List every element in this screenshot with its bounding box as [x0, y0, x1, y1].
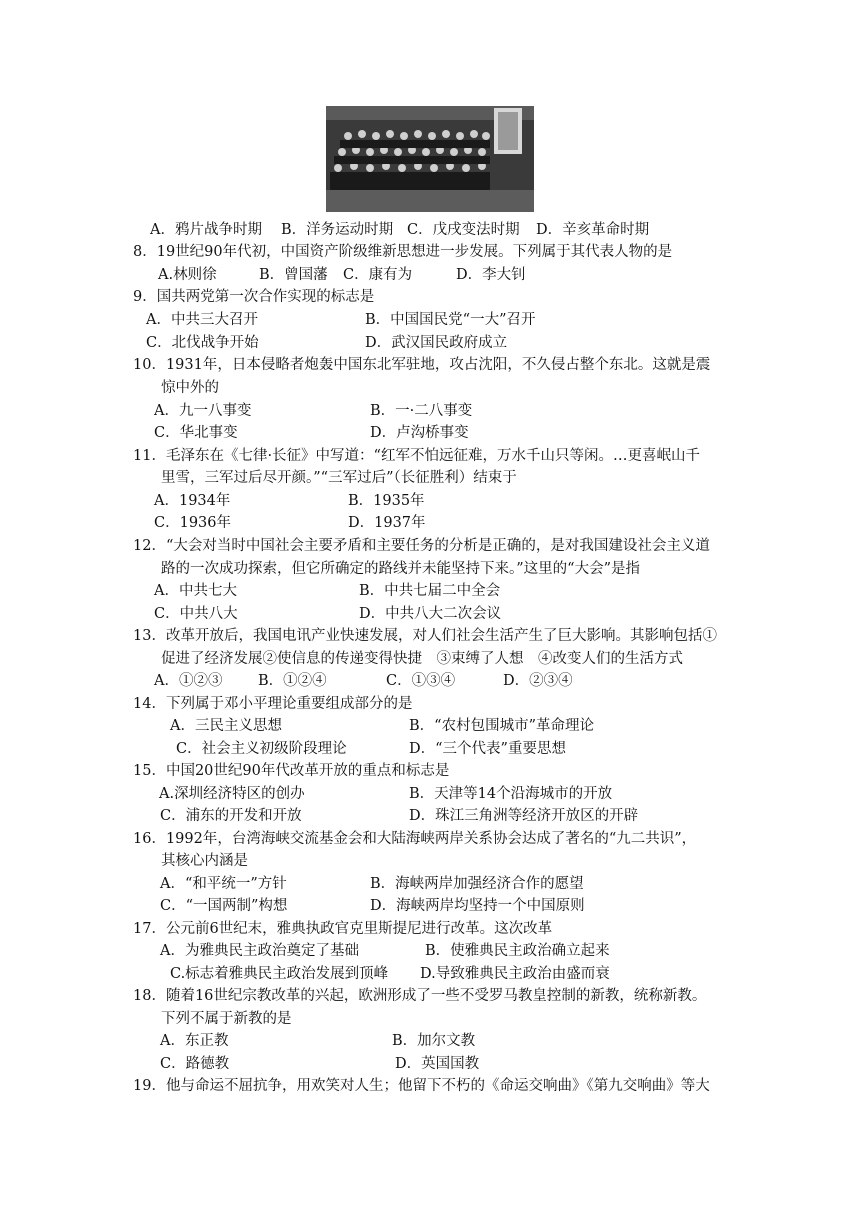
- q12-option-b: B．中共七届二中全会: [359, 583, 501, 599]
- q15-option-d: D．珠江三角洲等经济开放区的开辟: [409, 808, 639, 824]
- q18-stem-line2: 下列不属于新教的是: [161, 1011, 292, 1027]
- q11-stem-line1: 11．毛泽东在《七律·长征》中写道：“红军不怕远征难，万水千山只等闲。…更喜岷山千: [133, 448, 700, 464]
- q14-option-b: B．“农村包围城市”革命理论: [409, 718, 594, 734]
- q13-option-d: D．②③④: [503, 673, 573, 689]
- q13-option-a: A．①②③: [154, 673, 223, 689]
- q16-stem-line2: 其核心内涵是: [161, 853, 248, 869]
- q13-stem-line1: 13．改革开放后，我国电讯产业快速发展，对人们社会生活产生了巨大影响。其影响包括①: [133, 628, 717, 644]
- group-photo-image: [326, 106, 534, 212]
- q14-option-a: A．三民主义思想: [170, 718, 282, 734]
- q18-stem-line1: 18．随着16世纪宗教改革的兴起，欧洲形成了一些不受罗马教皇控制的新教，统称新教。: [133, 988, 707, 1004]
- q11-stem-line2: 里雪，三军过后尽开颜。”“三军过后”（长征胜利）结束于: [161, 470, 517, 486]
- q18-option-d: D．英国国教: [395, 1056, 480, 1072]
- q12-option-a: A．中共七大: [154, 583, 237, 599]
- q15-option-a: A.深圳经济特区的创办: [159, 786, 305, 802]
- q15-option-b: B．天津等14个沿海城市的开放: [409, 786, 613, 802]
- q18-option-b: B．加尔文教: [392, 1033, 476, 1049]
- q9-option-c: C．北伐战争开始: [146, 335, 259, 351]
- q16-option-b: B．海峡两岸加强经济合作的愿望: [370, 876, 584, 892]
- q17-option-a: A．为雅典民主政治奠定了基础: [160, 943, 359, 959]
- q8-stem: 8．19世纪90年代初，中国资产阶级维新思想进一步发展。下列属于其代表人物的是: [133, 244, 673, 260]
- q14-stem: 14．下列属于邓小平理论重要组成部分的是: [133, 696, 413, 712]
- q9-option-b: B．中国国民党“一大”召开: [365, 312, 536, 328]
- q11-option-a: A．1934年: [154, 493, 231, 509]
- q10-stem-line2: 惊中外的: [161, 380, 219, 396]
- q7-option-c: C．戊戌变法时期: [407, 222, 520, 238]
- q17-option-c: C.标志着雅典民主政治发展到顶峰: [170, 966, 389, 982]
- q16-stem-line1: 16．1992年，台湾海峡交流基金会和大陆海峡两岸关系协会达成了著名的“九二共识”，: [133, 831, 697, 847]
- q7-option-d: D．辛亥革命时期: [536, 222, 650, 238]
- q11-option-d: D．1937年: [348, 515, 426, 531]
- q10-option-a: A．九一八事变: [154, 403, 252, 419]
- q18-option-c: C．路德教: [160, 1056, 230, 1072]
- q8-option-c: C．康有为: [343, 267, 413, 283]
- q16-option-d: D．海峡两岸均坚持一个中国原则: [370, 898, 585, 914]
- q10-stem-line1: 10．1931年，日本侵略者炮轰中国东北军驻地，攻占沈阳，不久侵占整个东北。这就是震: [133, 357, 711, 373]
- q15-option-c: C．浦东的开发和开放: [160, 808, 302, 824]
- historical-group-photo: [326, 106, 534, 212]
- q17-option-d: D.导致雅典民主政治由盛而衰: [420, 966, 610, 982]
- q10-option-c: C．华北事变: [154, 425, 238, 441]
- q8-option-a: A.林则徐: [158, 267, 217, 283]
- q19-stem: 19．他与命运不屈抗争，用欢笑对人生；他留下不朽的《命运交响曲》《第九交响曲》等大: [133, 1078, 710, 1094]
- q14-option-c: C．社会主义初级阶段理论: [176, 741, 347, 757]
- q12-option-d: D．中共八大二次会议: [359, 606, 502, 622]
- q11-option-c: C．1936年: [154, 515, 231, 531]
- q16-option-c: C．“一国两制”构想: [160, 898, 288, 914]
- q10-option-d: D．卢沟桥事变: [370, 425, 469, 441]
- q10-option-b: B．一·二八事变: [370, 403, 473, 419]
- q18-option-a: A．东正教: [160, 1033, 229, 1049]
- q13-option-b: B．①②④: [258, 673, 327, 689]
- q17-stem: 17．公元前6世纪末，雅典执政官克里斯提尼进行改革。这次改革: [133, 921, 553, 937]
- q9-option-a: A．中共三大召开: [146, 312, 258, 328]
- q15-stem: 15．中国20世纪90年代改革开放的重点和标志是: [133, 763, 450, 779]
- q13-option-c: C．①③④: [386, 673, 456, 689]
- q12-option-c: C．中共八大: [154, 606, 238, 622]
- q9-option-d: D．武汉国民政府成立: [365, 335, 508, 351]
- q16-option-a: A．“和平统一”方针: [160, 876, 287, 892]
- q13-stem-line2: 促进了经济发展②使信息的传递变得快捷 ③束缚了人想 ④改变人们的生活方式: [161, 651, 683, 667]
- q12-stem-line1: 12．“大会对当时中国社会主要矛盾和主要任务的分析是正确的，是对我国建设社会主义道: [133, 538, 710, 554]
- q8-option-d: D．李大钊: [456, 267, 526, 283]
- q7-option-a: A．鸦片战争时期: [150, 222, 262, 238]
- q9-stem: 9．国共两党第一次合作实现的标志是: [133, 289, 375, 305]
- q8-option-b: B．曾国藩: [259, 267, 328, 283]
- q17-option-b: B．使雅典民主政治确立起来: [425, 943, 610, 959]
- q7-option-b: B．洋务运动时期: [281, 222, 394, 238]
- q14-option-d: D．“三个代表”重要思想: [409, 741, 566, 757]
- q11-option-b: B．1935年: [348, 493, 425, 509]
- q12-stem-line2: 路的一次成功探索，但它所确定的路线并未能坚持下来。”这里的“大会”是指: [161, 561, 640, 577]
